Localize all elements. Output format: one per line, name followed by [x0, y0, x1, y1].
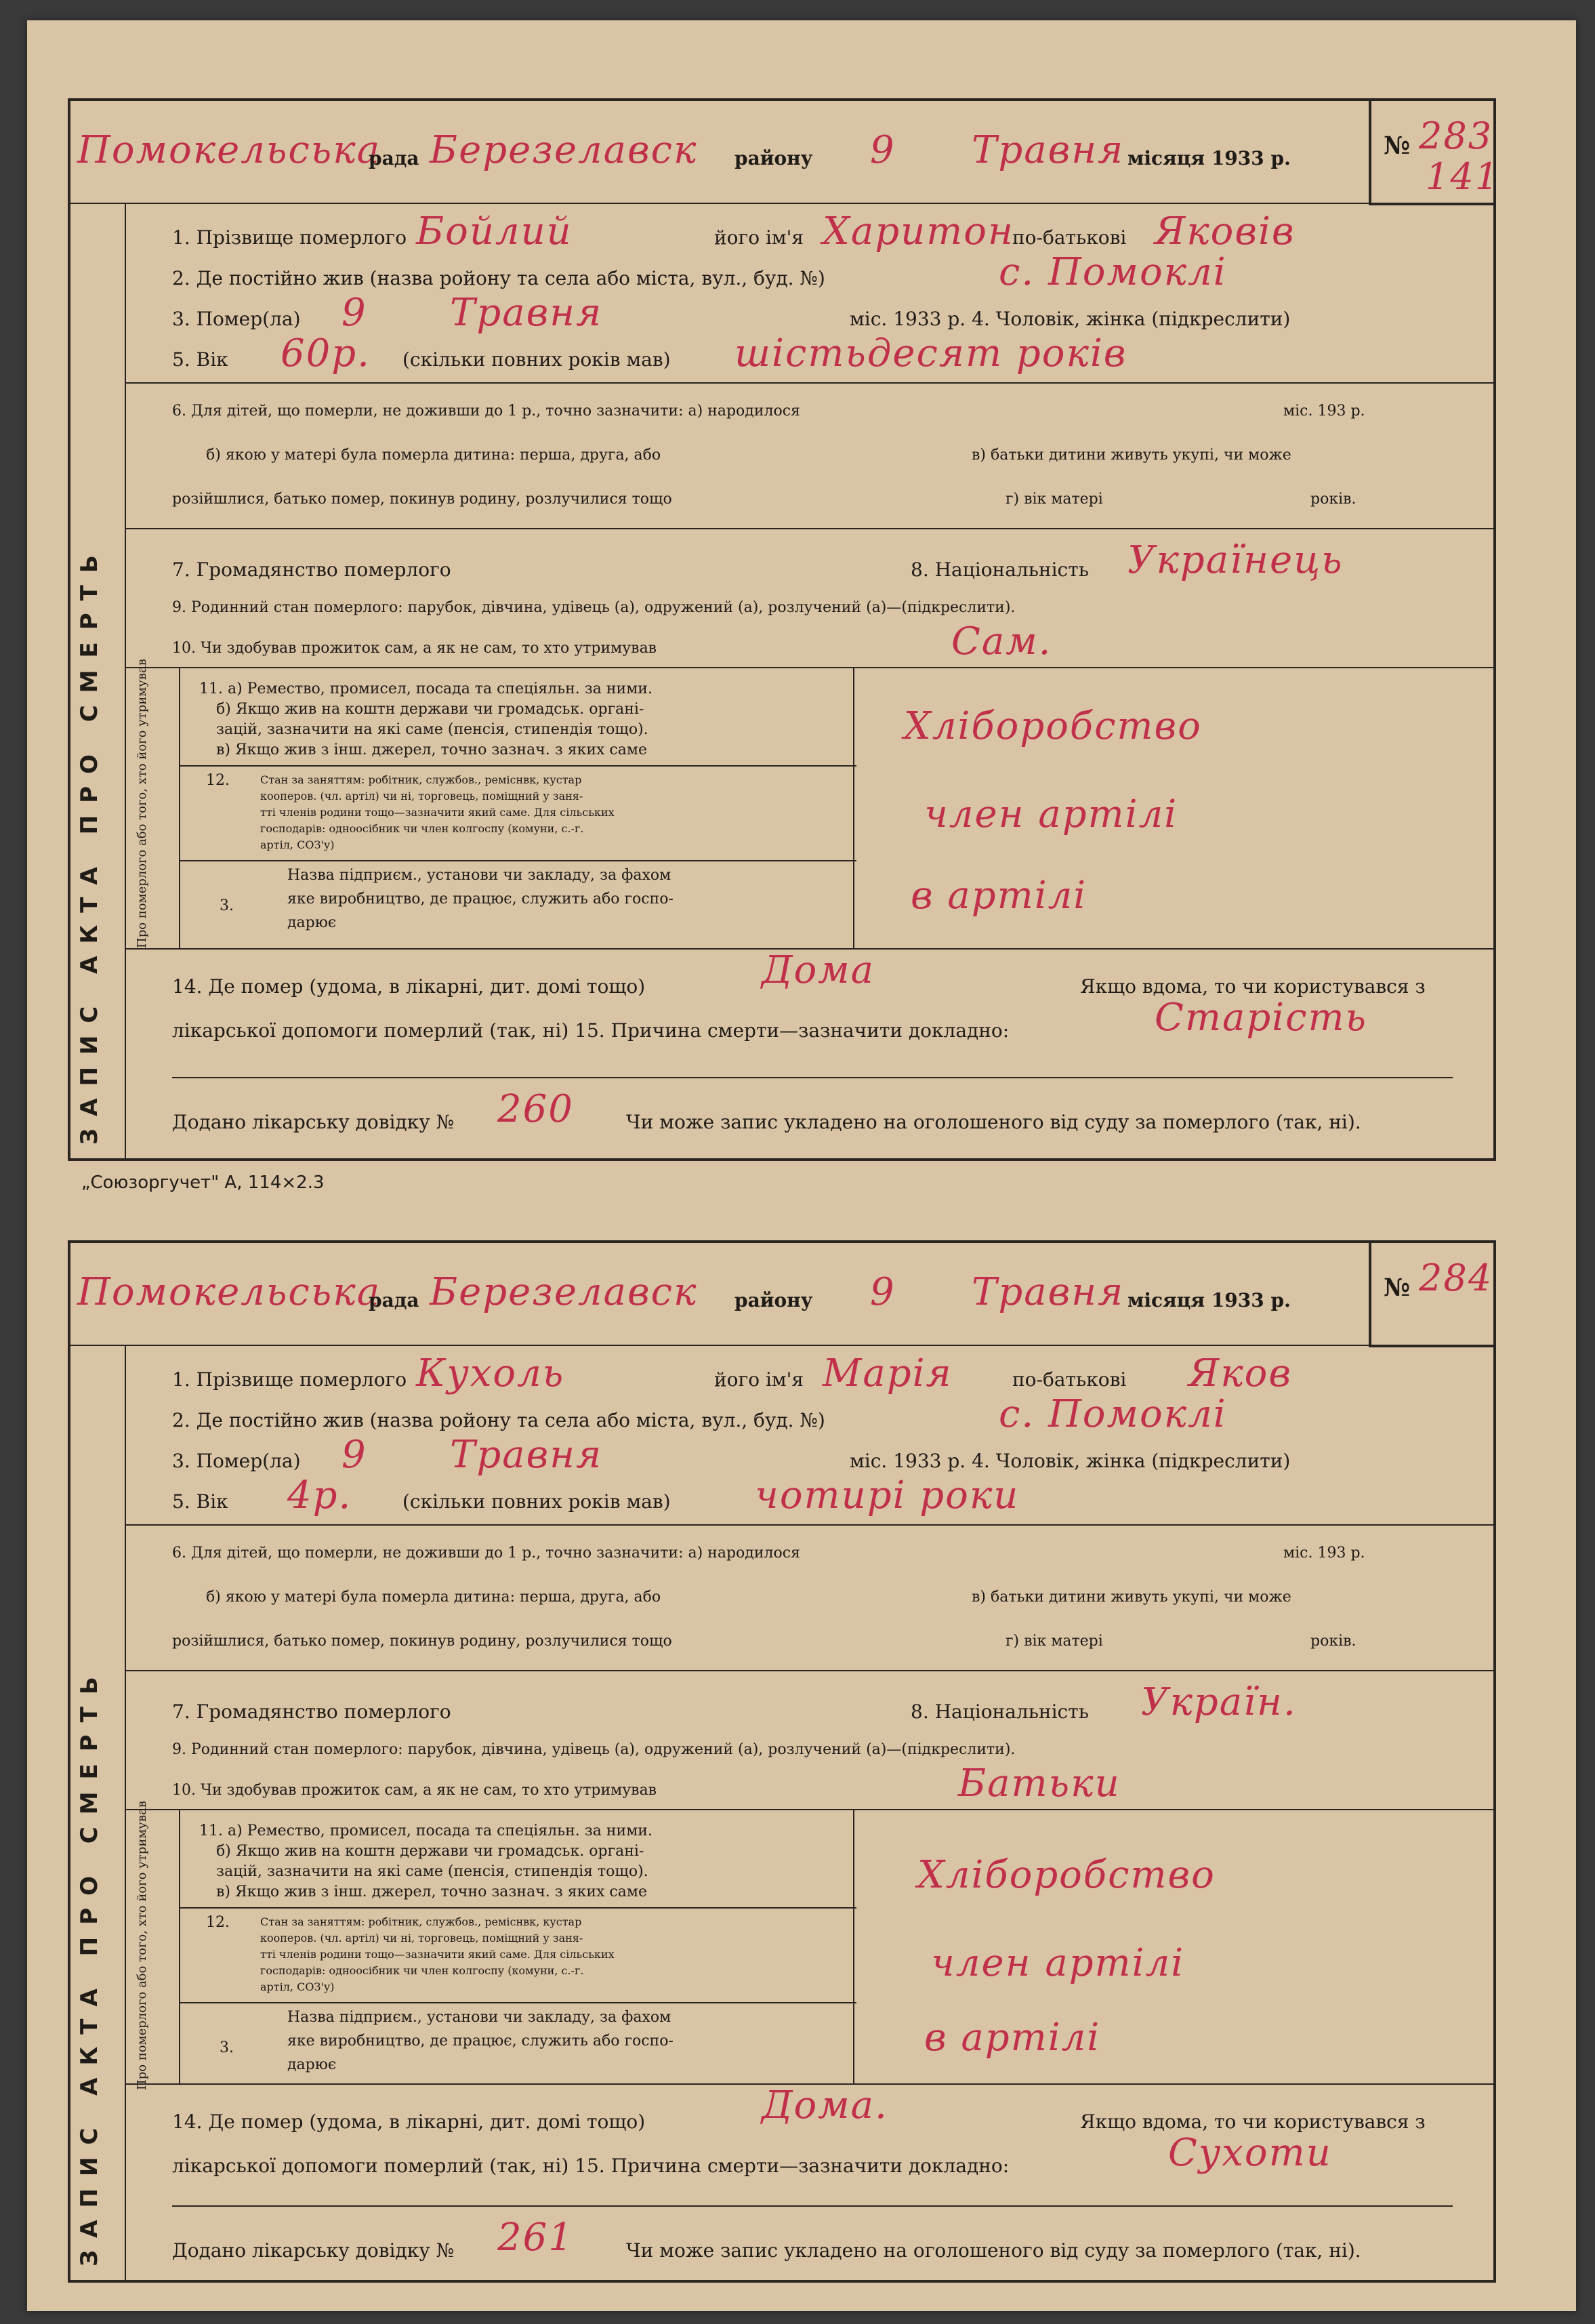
number-label: № [1384, 131, 1411, 160]
rada-label: рада [369, 1289, 419, 1311]
q13-text-2: яке виробництво, де працює, служить або госпо- [287, 2033, 674, 2050]
month: Травня [972, 1270, 1125, 1314]
month: Травня [972, 128, 1125, 172]
q9-label: 9. Родинний стан померлого: парубок, дівчина, удівець (а), одружений (а), розлучений (а)—(підкреслити). [172, 599, 1016, 616]
month-year-label: місяця 1933 р. [1127, 1289, 1291, 1311]
month-year-label: місяця 1933 р. [1127, 147, 1291, 169]
divider [125, 1524, 1493, 1526]
q11c-label: в) Якщо жив з інш. джерел, точно зазнач. з яких саме [216, 741, 647, 758]
death-record-form-2 [68, 1240, 1496, 2283]
side-title: ЗАПИС АКТА ПРО СМЕРТЬ [76, 1665, 103, 2266]
record-number-box [1369, 1243, 1493, 1347]
divider [172, 2205, 1453, 2207]
q14b-label: Якщо вдома, то чи користувався з [1080, 975, 1426, 998]
q12-text-1: Стан за заняттям: робітник, службов., реміснвк, кустар [260, 773, 582, 786]
page-number: 141 [1426, 155, 1500, 198]
q10-label: 10. Чи здобував прожиток сам, а як не сам, то хто утримував [172, 640, 657, 657]
workplace: в артілі [911, 874, 1088, 918]
residence: с. Помоклі [999, 250, 1227, 294]
q1-label: 1. Прізвище померлого [172, 1368, 407, 1391]
header-divider [70, 203, 1493, 204]
q6b-label: б) якою у матері була померла дитина: перша, друга, або [206, 447, 661, 464]
rayon-name: Березелавск [430, 128, 698, 172]
answer-divider [853, 667, 854, 948]
q11b2-label: зацій, зазначити на які саме (пенсія, стипендія тощо). [216, 721, 648, 738]
q11b-label: б) Якщо жив на коштн держави чи громадськ. органі- [216, 1843, 644, 1860]
day: 9 [870, 1270, 896, 1314]
q11b-label: б) Якщо жив на коштн держави чи громадськ. органі- [216, 701, 644, 718]
inner-divider [179, 667, 180, 948]
patronymic: Яковів [1155, 209, 1296, 253]
record-number-box [1369, 101, 1500, 205]
q12-text-3: тті членів родини тощо—зазначити який саме. Для сільських [260, 1948, 615, 1961]
rada-name: Помокельська [77, 128, 381, 172]
patronymic: Яков [1188, 1351, 1292, 1395]
q6b-label: б) якою у матері була померла дитина: перша, друга, або [206, 1589, 661, 1606]
divider [179, 1907, 856, 1909]
death-month: Травня [450, 1433, 603, 1477]
rada-label: рада [369, 147, 419, 169]
q6a-label: 6. Для дітей, що померли, не доживши до 1 р., точно зазначити: а) народилося [172, 403, 800, 420]
q3-label: 3. Помер(ла) [172, 1450, 301, 1472]
q10-label: 10. Чи здобував прожиток сам, а як не сам, то хто утримував [172, 1782, 657, 1799]
q6c-tail: г) вік матері [1006, 491, 1103, 508]
record-number: 283 [1419, 115, 1493, 157]
q14b-label: Якщо вдома, то чи користувався з [1080, 2111, 1426, 2133]
age: 60р. [281, 331, 371, 375]
q11c-label: в) Якщо жив з інш. джерел, точно зазнач. з яких саме [216, 1883, 647, 1900]
surname: Бойлий [416, 209, 573, 253]
q13-label: 3. [220, 897, 234, 914]
q12-text-2: кооперов. (чл. артіл) чи ні, торговець, поміщний у заня- [260, 1932, 583, 1944]
divider [172, 1077, 1453, 1078]
death-day: 9 [341, 291, 367, 335]
q6c-years: років. [1310, 1633, 1356, 1650]
certificate-label: Додано лікарську довідку № [172, 1111, 455, 1133]
q11b2-label: зацій, зазначити на які саме (пенсія, стипендія тощо). [216, 1863, 648, 1880]
certificate-number: 260 [497, 1087, 574, 1131]
q6b-tail: в) батьки дитини живуть укупі, чи може [972, 447, 1291, 464]
divider [125, 1670, 1493, 1671]
divider [125, 528, 1493, 529]
q2-label: 2. Де постійно жив (назва ройону та села або міста, вул., буд. №) [172, 1409, 825, 1431]
divider [179, 860, 856, 861]
q13-text-1: Назва підприєм., установи чи закладу, за фахом [287, 2009, 671, 2026]
q13-text-3: дарює [287, 914, 337, 931]
q1-patronymic-label: по-батькові [1012, 226, 1127, 249]
q1-name-label: його ім'я [714, 226, 804, 249]
first-name: Харитон [823, 209, 1014, 253]
side-small-label: Про померлого або того, хто його утримував [135, 659, 149, 948]
occupation: Хліборобство [917, 1853, 1216, 1897]
death-record-form-1 [68, 98, 1500, 1161]
document-sheet [27, 20, 1576, 2311]
q12-text-5: артіл, СОЗ'у) [260, 1980, 335, 1993]
certificate-question: Чи може запис укладено на оголошеного від суду за померлого (так, ні). [626, 2239, 1361, 2262]
q1-name-label: його ім'я [714, 1368, 804, 1391]
residence: с. Помоклі [999, 1392, 1227, 1436]
q9-label: 9. Родинний стан померлого: парубок, дівчина, удівець (а), одружений (а), розлучений (а)—(підкреслити). [172, 1741, 1016, 1758]
surname: Кухоль [416, 1351, 565, 1395]
record-number: 284 [1419, 1257, 1493, 1299]
q12-text-4: господарів: одноосібник чи член колгоспу (комуни, с.-г. [260, 822, 584, 835]
first-name: Марія [823, 1351, 953, 1395]
q12-text-2: кооперов. (чл. артіл) чи ні, торговець, поміщний у заня- [260, 790, 583, 802]
cause-of-death: Старість [1155, 996, 1368, 1040]
rada-name: Помокельська [77, 1270, 381, 1314]
q14-label: 14. Де помер (удома, в лікарні, дит. домі тощо) [172, 975, 646, 998]
divider [125, 382, 1493, 384]
occupation: Хліборобство [904, 704, 1202, 748]
q6b-tail: в) батьки дитини живуть укупі, чи може [972, 1589, 1291, 1606]
q12-text-1: Стан за заняттям: робітник, службов., реміснвк, кустар [260, 1915, 582, 1928]
rayon-name: Березелавск [430, 1270, 698, 1314]
q6c-tail: г) вік матері [1006, 1633, 1103, 1650]
q3-label: 3. Помер(ла) [172, 308, 301, 330]
side-divider [125, 203, 126, 1158]
q6c-years: років. [1310, 491, 1356, 508]
q7-label: 7. Громадянство померлого [172, 1700, 451, 1723]
certificate-question: Чи може запис укладено на оголошеного від суду за померлого (так, ні). [626, 1111, 1361, 1133]
q5-label: 5. Вік [172, 348, 228, 371]
place-of-death: Дома [762, 948, 875, 992]
q1-label: 1. Прізвище померлого [172, 226, 407, 249]
footer-print-mark: „Союзоргучет" А, 114×2.3 [81, 1173, 325, 1193]
day: 9 [870, 128, 896, 172]
q13-text-2: яке виробництво, де працює, служить або госпо- [287, 891, 674, 908]
q12-label: 12. [206, 772, 230, 789]
rayon-label: району [734, 147, 813, 169]
q13-text-3: дарює [287, 2056, 337, 2073]
side-small-label: Про померлого або того, хто його утримував [135, 1801, 149, 2090]
q14-label: 14. Де помер (удома, в лікарні, дит. домі тощо) [172, 2111, 646, 2133]
status: член артілі [931, 1941, 1185, 1985]
inner-divider [179, 1809, 180, 2083]
q12-text-4: господарів: одноосібник чи член колгоспу (комуни, с.-г. [260, 1964, 584, 1977]
side-title: ЗАПИС АКТА ПРО СМЕРТЬ [76, 543, 103, 1145]
place-of-death: Дома. [762, 2083, 888, 2127]
q7-label: 7. Громадянство померлого [172, 558, 451, 581]
q2-label: 2. Де постійно жив (назва ройону та села або міста, вул., буд. №) [172, 267, 825, 289]
q5b-label: (скільки повних років мав) [402, 348, 671, 371]
q11a-label: 11. а) Ремество, промисел, посада та спеціяльн. за ними. [199, 680, 652, 697]
q15-label: лікарської допомоги померлий (так, ні) 15. Причина смерти—зазначити докладно: [172, 2155, 1010, 2177]
header-divider [70, 1345, 1493, 1346]
nationality: Українець [1127, 538, 1344, 582]
divider [179, 2002, 856, 2003]
q5b-label: (скільки повних років мав) [402, 1490, 671, 1513]
age: 4р. [287, 1473, 352, 1517]
supported-by: Батьки [958, 1761, 1121, 1806]
q3b-label: міс. 1933 р. 4. Чоловік, жінка (підкреслити) [850, 308, 1291, 330]
death-day: 9 [341, 1433, 367, 1477]
status: член артілі [924, 792, 1178, 836]
q6a-tail: міс. 193 р. [1283, 1545, 1365, 1562]
q15-label: лікарської допомоги померлий (так, ні) 15. Причина смерти—зазначити докладно: [172, 1019, 1010, 1042]
side-divider [125, 1345, 126, 2280]
q6a-label: 6. Для дітей, що померли, не доживши до 1 р., точно зазначити: а) народилося [172, 1545, 800, 1562]
q12-text-5: артіл, СОЗ'у) [260, 838, 335, 851]
q12-label: 12. [206, 1914, 230, 1931]
q11a-label: 11. а) Ремество, промисел, посада та спеціяльн. за ними. [199, 1822, 652, 1839]
workplace: в артілі [924, 2016, 1101, 2060]
certificate-number: 261 [497, 2216, 574, 2260]
age-words: шістьдесят років [734, 331, 1127, 375]
rayon-label: району [734, 1289, 813, 1311]
q6c-label: розійшлися, батько помер, покинув родину, розлучилися тощо [172, 491, 672, 508]
q6a-tail: міс. 193 р. [1283, 403, 1365, 420]
certificate-label: Додано лікарську довідку № [172, 2239, 455, 2262]
q3b-label: міс. 1933 р. 4. Чоловік, жінка (підкреслити) [850, 1450, 1291, 1472]
q13-label: 3. [220, 2039, 234, 2056]
death-month: Травня [450, 291, 603, 335]
nationality: Україн. [1141, 1680, 1297, 1724]
age-words: чотирі роки [755, 1473, 1020, 1517]
divider [179, 765, 856, 767]
supported-by: Сам. [951, 619, 1052, 664]
q1-patronymic-label: по-батькові [1012, 1368, 1127, 1391]
q6c-label: розійшлися, батько помер, покинув родину, розлучилися тощо [172, 1633, 672, 1650]
number-label: № [1384, 1273, 1411, 1302]
q13-text-1: Назва підприєм., установи чи закладу, за фахом [287, 867, 671, 884]
q8-label: 8. Національність [911, 1700, 1089, 1723]
cause-of-death: Сухоти [1168, 2131, 1332, 2175]
answer-divider [853, 1809, 854, 2083]
q8-label: 8. Національність [911, 558, 1089, 581]
divider [125, 1809, 1493, 1810]
q12-text-3: тті членів родини тощо—зазначити який саме. Для сільських [260, 806, 615, 819]
divider [125, 667, 1493, 668]
q5-label: 5. Вік [172, 1490, 228, 1513]
